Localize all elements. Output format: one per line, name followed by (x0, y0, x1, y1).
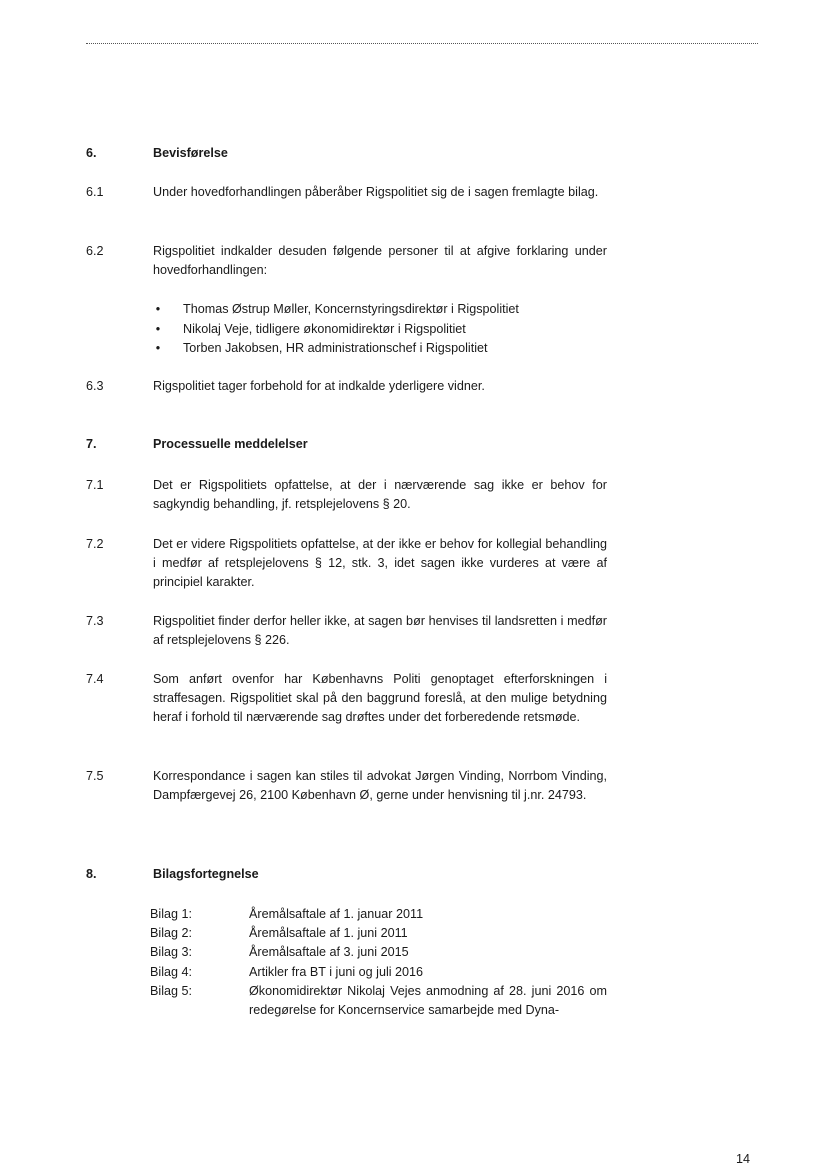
bilag-4-text: Artikler fra BT i juni og juli 2016 (249, 965, 424, 979)
para-6-2-text: Rigspolitiet indkalder desuden følgende personer til at afgive forklaring under hovedforhandlingen: (153, 244, 607, 277)
bilag-4-label: Bilag 4: (150, 965, 193, 979)
page-number: 14 (736, 1152, 751, 1166)
bilag-3-text: Åremålsaftale af 3. juni 2015 (249, 945, 409, 959)
section-6-number: 6. (86, 146, 97, 160)
bilag-5-text: Økonomidirektør Nikolaj Vejes anmodning af 28. juni 2016 om redegørelse for Koncernservice samarbejde med Dyna- (249, 984, 607, 1017)
bilag-3-label: Bilag 3: (150, 945, 193, 959)
para-7-5-number: 7.5 (86, 769, 104, 783)
list-item: • Nikolaj Veje, tidligere økonomidirektør i Rigspolitiet (153, 320, 607, 340)
para-7-1-text: Det er Rigspolitiets opfattelse, at der i nærværende sag ikke er behov for sagkyndig behandling, jf. retsplejelovens § 20. (153, 478, 607, 511)
bullet-icon: • (155, 321, 161, 336)
para-7-5-text: Korrespondance i sagen kan stiles til advokat Jørgen Vinding, Norrbom Vinding, Dampfærgevej 26, 2100 København Ø, gerne under henvisning til j.nr. 24793. (153, 769, 607, 802)
para-7-4-number: 7.4 (86, 672, 104, 686)
section-8-title: Bilagsfortegnelse (153, 867, 259, 881)
para-6-3-number: 6.3 (86, 379, 104, 393)
para-7-1-number: 7.1 (86, 478, 104, 492)
bilag-1-label: Bilag 1: (150, 907, 193, 921)
para-7-3-text: Rigspolitiet finder derfor heller ikke, at sagen bør henvises til landsretten i medfør af retsplejelovens § 226. (153, 614, 607, 647)
para-6-1-text: Under hovedforhandlingen påberåber Rigspolitiet sig de i sagen fremlagte bilag. (153, 185, 599, 199)
header-dotted-rule (86, 43, 758, 44)
section-6-title: Bevisførelse (153, 146, 228, 160)
para-6-3-text: Rigspolitiet tager forbehold for at indkalde yderligere vidner. (153, 379, 485, 393)
para-7-3-number: 7.3 (86, 614, 104, 628)
section-7-title: Processuelle meddelelser (153, 437, 308, 451)
para-7-2-number: 7.2 (86, 537, 104, 551)
bilag-2-label: Bilag 2: (150, 926, 193, 940)
list-item: • Torben Jakobsen, HR administrationschef i Rigspolitiet (153, 339, 607, 359)
para-7-4-text: Som anført ovenfor har Københavns Politi genoptaget efterforskningen i straffesagen. Rigspolitiet skal på den baggrund foreslå, at den mulige betydning heraf i forhold til nærværende sag drøftes under det forberedende retsmøde. (153, 672, 607, 724)
witness-list (153, 300, 607, 359)
bullet-icon: • (155, 302, 161, 316)
bilag-5-label: Bilag 5: (150, 984, 193, 998)
section-8-number: 8. (86, 867, 97, 881)
section-7-number: 7. (86, 437, 97, 451)
para-6-2-number: 6.2 (86, 244, 104, 258)
list-item: • Thomas Østrup Møller, Koncernstyringsdirektør i Rigspolitiet (153, 300, 607, 320)
bullet-icon: • (155, 341, 161, 355)
bilag-2-text: Åremålsaftale af 1. juni 2011 (249, 926, 408, 940)
para-6-1-number: 6.1 (86, 185, 104, 199)
para-7-2-text: Det er videre Rigspolitiets opfattelse, at der ikke er behov for kollegial behandling i medfør af retsplejelovens § 12, stk. 3, idet sagen ikke vurderes at være af principiel karakter. (153, 537, 607, 589)
bilag-1-text: Åremålsaftale af 1. januar 2011 (249, 907, 424, 921)
